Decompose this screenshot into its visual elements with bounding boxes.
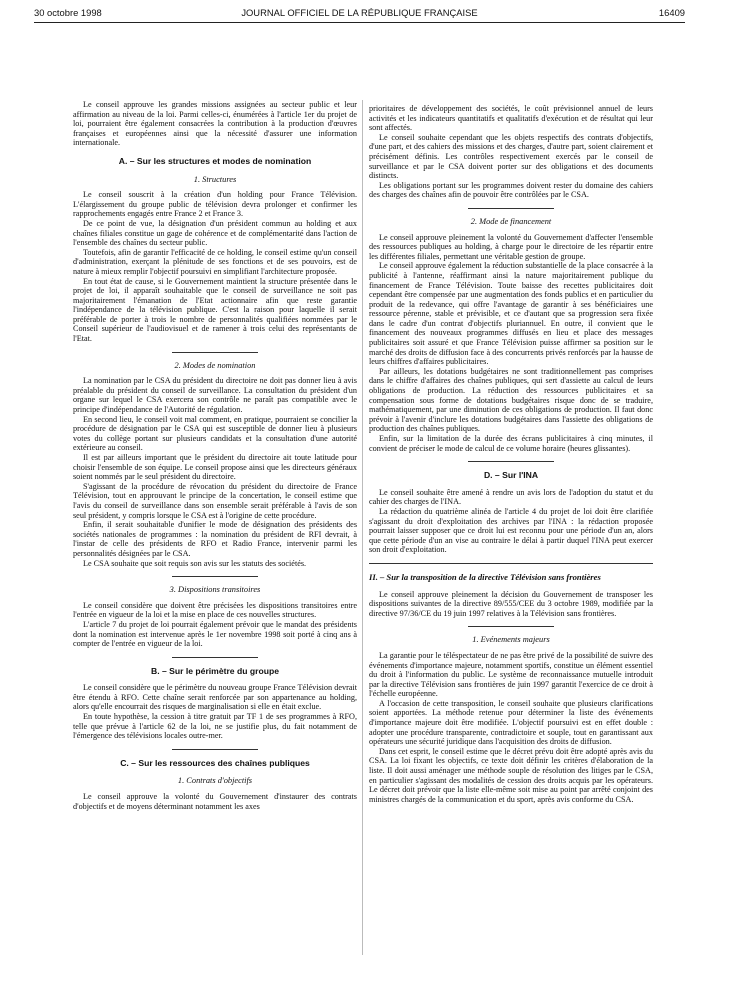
left-column (73, 100, 357, 811)
paragraph: Le conseil souhaite cependant que les objets respectifs des contrats d'objectifs, d'une part, et des cahiers des missions et des charges, d'autre part, soient clairement et précisément définis. Les contrôles respectivement exercés par le conseil de surveillance et par le CSA doivent porter sur des obligations et des documents distincts. (369, 132, 653, 181)
paragraph: prioritaires de développement des sociétés, le coût prévisionnel annuel de leurs activités et les indicateurs quantitatifs et qualitatifs d'exécution et de résultat qui leur sont affectés. (369, 104, 653, 133)
subsection-heading: 1. Structures (193, 174, 237, 184)
paragraph: Le conseil approuve la volonté du Gouvernement d'instaurer des contrats d'objectifs et de moyens déterminant notamment les axes (73, 792, 357, 811)
paragraph: De ce point de vue, la désignation d'un président commun au holding et aux chaînes filiales constitue un gage de cohérence et de complémentarité dans l'action de l'ensemble des chaînes du secteur public. (73, 218, 357, 248)
column-divider (362, 100, 363, 955)
paragraph: Par ailleurs, les dotations budgétaires ne sont traditionnellement pas comprises dans le chiffre d'affaires des chaînes publiques, qui sert d'assiette au calcul de leurs obligations de production. La réduction des ressources publicitaires et sa compensation sous forme de dotations budgétaires risque donc de se traduire, mathématiquement, par une diminution de ces obligations de production. Il faut donc prévoir à l'avenir d'inclure les dotations budgétaires dans l'assiette des obligations de production des chaînes publiques. (369, 366, 653, 434)
paragraph: A l'occasion de cette transposition, le conseil souhaite que plusieurs clarifications soient apportées. La méthode retenue pour déterminer la liste des événements d'importance majeure doit être modifiée. L'objectif poursuivi est en effet double : adopter une procédure transparente, contradictoire et souple, tout en garantissant aux opérateurs une sécurité juridique dans l'acquisition des droits de diffusion. (369, 698, 653, 747)
subsection-heading: 3. Dispositions transitoires (169, 585, 261, 595)
paragraph: S'agissant de la procédure de révocation du président du directoire de France Télévision, tout en approuvant le principe de la concertation, le conseil estime que l'avis du conseil de surveillance dans son ensemble serait préférable à l'avis de son seul président, y compris lorsque le CSA est à l'origine de cette procédure. (73, 481, 357, 520)
paragraph: Le conseil considère que le périmètre du nouveau groupe France Télévision devrait être étendu à RFO. Cette chaîne serait renforcée par son appartenance au holding, alors qu'elle encourrait des risques de marginalisation si elle en était exclue. (73, 683, 357, 712)
paragraph: La garantie pour le téléspectateur de ne pas être privé de la possibilité de suivre des événements d'importance majeure, notamment sportifs, constitue un élément essentiel du droit à l'information du public. Le système de reconnaissance mutuelle introduit par la directive Télévision sans frontières de juin 1997 garantit l'exercice de ce droit à l'échelle européenne. (369, 650, 653, 699)
header-page-number: 16409 (658, 7, 685, 18)
paragraph: La nomination par le CSA du président du directoire ne doit pas donner lieu à avis préalable du président du conseil de surveillance. La consultation du président d'un organe sur lequel le CSA exercera son contrôle ne paraît pas compatible avec le principe d'indépendance de l'Autorité de régulation. (73, 376, 357, 415)
paragraph: Enfin, il serait souhaitable d'unifier le mode de désignation des présidents des sociétés nationales de programmes : la nomination du président de RFI devrait, à l'instar de celle des présidents de RFO et Radio France, intervenir parmi les personnalités désignées par le CSA. (73, 520, 357, 558)
paragraph: Le CSA souhaite que soit requis son avis sur les statuts des sociétés. (83, 558, 307, 568)
section-heading: B. – Sur le périmètre du groupe (151, 665, 279, 676)
separator (468, 626, 554, 627)
paragraph: Le conseil approuve pleinement la décision du Gouvernement de transposer les dispositions suivantes de la directive 89/555/CEE du 3 octobre 1989, modifiée par la directive 97/36/CE du 19 juin 1997 relatives à la Télévision sans frontières. (369, 589, 653, 618)
paragraph: Le conseil souscrit à la création d'un holding pour France Télévision. L'élargissement du groupe public de télévision devra prolonger et confirmer les rapprochements engagés entre France 2 et France 3. (73, 190, 357, 219)
section-heading: C. – Sur les ressources des chaînes publiques (120, 757, 310, 768)
subsection-heading: 2. Modes de nomination (174, 360, 256, 370)
page-header (34, 5, 685, 23)
header-date: 30 octobre 1998 (34, 7, 102, 18)
separator (172, 657, 258, 658)
header-rule (34, 22, 685, 23)
paragraph: En tout état de cause, si le Gouvernement maintient la structure présentée dans le projet de loi, il apparaît souhaitable que le conseil de surveillance ne soit pas majoritairement l'émanation de l'Etat actionnaire afin que reste garantie l'indépendance de la télévision publique. C'est la raison pour laquelle il serait préférable de porter à trois le nombre de personnalités qualifiées nommées par le Conseil supérieur de l'audiovisuel et de ramener à trois celui des représentants de l'Etat. (73, 276, 357, 344)
separator (468, 461, 554, 462)
section-heading: A. – Sur les structures et modes de nomination (118, 155, 312, 166)
header-journal-title: JOURNAL OFFICIEL DE LA RÉPUBLIQUE FRANÇAISE (241, 7, 478, 18)
separator (172, 576, 258, 577)
right-column (369, 104, 653, 804)
subsection-heading: 1. Evénements majeurs (472, 635, 550, 645)
paragraph: Toutefois, afin de garantir l'efficacité de ce holding, le conseil estime qu'un conseil d'administration, exerçant la plénitude de ses fonctions et de ses pouvoirs, est de nature à mieux remplir l'objectif poursuivi en simplifiant l'architecture proposée. (73, 247, 357, 276)
paragraph: Les obligations portant sur les programmes doivent rester du domaine des cahiers des charges des chaînes afin de pouvoir être contrôlées par le CSA. (369, 180, 653, 200)
paragraph: Dans cet esprit, le conseil estime que le décret prévu doit être adopté après avis du CSA. La loi fixant les objectifs, ce texte doit définir les critères d'élaboration de la liste. Il doit aussi aménager une méthode souple de résolution des litiges par le CSA, en particulier s'agissant des modalités de cession des droits acquis par les opérateurs. Le décret doit prévoir que la liste elle-même soit mise au point par arrêté conjoint des ministres chargés de la communication et du sport, après avis conforme du CSA. (369, 746, 653, 804)
separator (468, 208, 554, 209)
section-heading: D. – Sur l'INA (483, 470, 539, 481)
paragraph: Le conseil approuve également la réduction substantielle de la place consacrée à la publicité à l'antenne, réaffirmant ainsi la nature majoritairement publique du financement de France Télévision. Toute baisse des recettes publicitaires doit cependant être compensée par une augmentation des fonds publics et en particulier du produit de la redevance, qui offre l'avantage de garantir à ses bénéficiaires une ressource pérenne, stable et prévisible, et ce d'autant que sa progression sera fixée dans le cadre d'un contrat d'objectifs pluriannuel. En outre, il convient que le financement des nouveaux programmes diffusés en lieu et place des messages publicitaires soit assuré et que France Télévision puisse affirmer sa position sur le marché des droits de diffusion face à des concurrents privés renforcés par la hausse de leurs chiffres d'affaires publicitaires. (369, 261, 653, 367)
section-heading: II. – Sur la transposition de la directive Télévision sans frontières (369, 571, 601, 582)
paragraph: Le conseil approuve pleinement la volonté du Gouvernement d'affecter l'ensemble des ressources publiques au holding, à charge pour le directoire de les répartir entre les différentes filiales, permettant une véritable gestion de groupe. (369, 232, 653, 261)
paragraph: En toute hypothèse, la cession à titre gratuit par TF 1 de ses programmes à RFO, telle que prévue à l'article 62 de la loi, ne se justifie plus, du fait notamment de l'émergence des télévisions locales outre-mer. (73, 712, 357, 741)
paragraph: Enfin, sur la limitation de la durée des écrans publicitaires à cinq minutes, il convient de préciser le mode de calcul de ce volume horaire (heures glissantes). (369, 434, 653, 453)
paragraph: L'article 7 du projet de loi pourrait également prévoir que le mandat des présidents dont la nomination est intervenue après le 1er novembre 1998 soit porté à cinq ans à compter de l'entrée en vigueur de la loi. (73, 619, 357, 649)
separator (369, 563, 653, 564)
paragraph: Le conseil approuve les grandes missions assignées au secteur public et leur affirmation au niveau de la loi. Parmi celles-ci, énumérées à l'article 1er du projet de loi, pourraient être également consacrées la contribution à la production d'œuvres françaises et européennes ainsi que la nécessité d'assurer une information internationale. (73, 100, 357, 148)
paragraph: En second lieu, le conseil voit mal comment, en pratique, pourraient se concilier la procédure de désignation par le CSA qui est susceptible de donner lieu à plusieurs votes du collège portant sur plusieurs candidats et la consultation d'une autorité extérieure au conseil. (73, 414, 357, 453)
subsection-heading: 1. Contrats d'objectifs (177, 776, 253, 786)
paragraph: La rédaction du quatrième alinéa de l'article 4 du projet de loi doit être clarifiée s'agissant du droit d'exploitation des archives par l'INA : la rédaction proposée pourrait laisser supposer que ce droit lui est reconnu pour une période d'un an, alors que cette période d'un an vise au contraire le délai à partir duquel l'INA peut exercer son droit d'exploitation. (369, 506, 653, 555)
paragraph: Il est par ailleurs important que le président du directoire ait toute latitude pour choisir l'ensemble de son équipe. Le conseil propose ainsi que les directeurs généraux soient nommés par le seul président du directoire. (73, 453, 357, 482)
paragraph: Le conseil souhaite être amené à rendre un avis lors de l'adoption du statut et du cahier des charges de l'INA. (369, 487, 653, 507)
separator (172, 352, 258, 353)
subsection-heading: 2. Mode de financement (470, 216, 552, 226)
paragraph: Le conseil considère que doivent être précisées les dispositions transitoires entre l'entrée en vigueur de la loi et la mise en place de ces nouvelles structures. (73, 600, 357, 620)
separator (172, 749, 258, 750)
